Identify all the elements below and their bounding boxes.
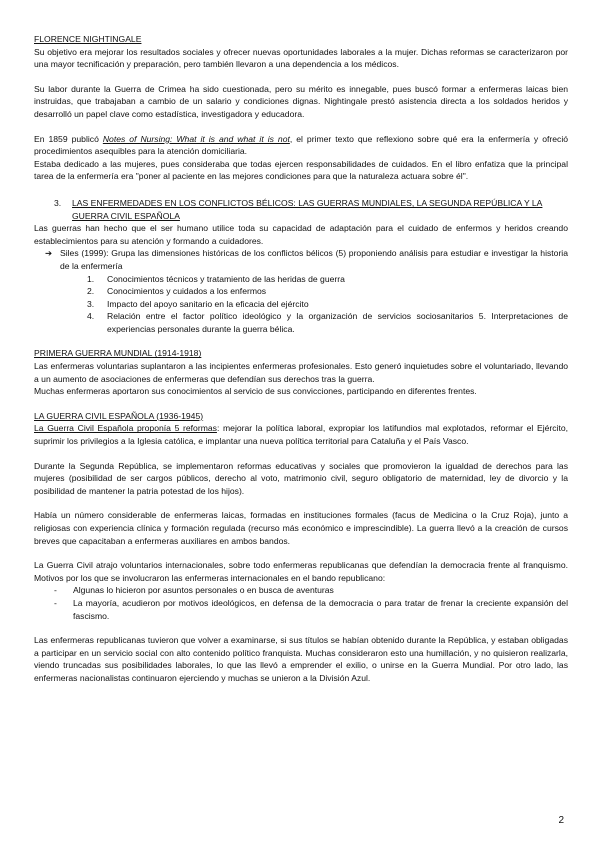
- list-item: 2. Conocimientos y cuidados a los enfermos: [87, 286, 267, 297]
- reforms-label: La Guerra Civil Española proponía 5 reformas: [34, 423, 217, 434]
- florence-paragraph-1: Su objetivo era mejorar los resultados sociales y ofrecer nuevas oportunidades laborales a la mujer. Dichas reformas se caracterizaron por una mayor tecnificación y preparación, pero también llevaron a una dependencia a los médicos.: [34, 46, 568, 70]
- civil-war-heading: LA GUERRA CIVIL ESPAÑOLA (1936-1945): [34, 410, 204, 421]
- florence-paragraph-2: Su labor durante la Guerra de Crimea ha sido cuestionada, pero su mérito es innegable, pues buscó formar a enfermeras laicas bien instruidas, que trabajaban a cambio de un salario y condiciones dignas. Nightingale prestó asistencia directa a los soldados heridos y desarrolló un papel clave como estadística, investigadora y educadora.: [34, 83, 568, 119]
- list-item: - La mayoría, acudieron por motivos ideológicos, en defensa de la democracia o para tratar de frenar la creciente expansión del fascismo.: [54, 597, 568, 621]
- section-3-heading: [54, 197, 568, 222]
- dimensions-list: [87, 273, 568, 336]
- civil-paragraph-1: [34, 422, 568, 447]
- list-item: 4. Relación entre el factor político ideológico y la organización de servicios sociosanitarios 5. Interpretaciones de experiencias personales durante la guerra bélica.: [87, 311, 568, 334]
- florence-paragraph-3: [34, 133, 568, 158]
- civil-paragraph-4: La Guerra Civil atrajo voluntarios internacionales, sobre todo enfermeras republicanas que defendían la democracia frente al franquismo. Motivos por los que se involucraron las enfermeras internacionales en el bando republicano:: [34, 560, 568, 583]
- reforms-text: : mejorar la política laboral, expropiar los latifundios mal explotados, reformar el Ejército, suprimir los privilegios a la Iglesia católica, e implantar una nueva política territorial para Cataluña y el País Vasco.: [34, 423, 568, 447]
- civil-paragraph-3: Había un número considerable de enfermeras laicas, formadas en instituciones formales (facus de Medicina o la Cruz Roja), junto a religiosas con experiencia clínica y formación regulada (recurso más económico e imprescindible). La guerra llevó a la creación de cursos breves que capacitaban a enfermeras auxiliares en ambos bandos.: [34, 510, 568, 546]
- list-item: 3. Impacto del apoyo sanitario en la eficacia del ejército: [87, 298, 309, 309]
- ww1-paragraph-2: Muchas enfermeras aportaron sus conocimientos al servicio de sus convicciones, participando en diferentes frentes.: [34, 386, 477, 397]
- siles-text: Siles (1999): Grupa las dimensiones históricas de los conflictos bélicos (5) proponiendo análisis para estudiar e investigar la historia de la enfermería: [60, 248, 568, 271]
- document-page: [34, 33, 568, 685]
- siles-item: [45, 247, 568, 272]
- section-title: LAS ENFERMEDADES EN LOS CONFLICTOS BÉLICOS: LAS GUERRAS MUNDIALES, LA SEGUNDA REPÚBLICA Y LA GUERRA CIVIL ESPAÑOLA: [72, 197, 543, 221]
- page-number: 2: [558, 815, 564, 826]
- civil-paragraph-5: Las enfermeras republicanas tuvieron que volver a examinarse, si sus títulos se habían obtenido durante la República, y estaban obligadas a participar en un servicio social con alto contenido político franquista. Muchas consideraron esto una humillación, y no quisieron realizarla, viendo truncadas sus posibilidades laborales, lo que las llevó a emprender el exilio, o unirse en la Guerra Mundial. Por otro lado, las enfermeras nacionalistas continuaron ejerciendo y muchas se unieron a la División Azul.: [34, 635, 568, 683]
- book-title: Notes of Nursing: What it is and what it is not: [102, 133, 290, 144]
- arrow-icon: ➔: [45, 248, 53, 259]
- ww1-paragraph-1: Las enfermeras voluntarias suplantaron a las incipientes enfermeras profesionales. Esto generó inquietudes sobre el voluntariado, llevando a un aumento de asociaciones de enfermeras que defendían sus derechos tras la guerra.: [34, 361, 568, 384]
- list-item: - Algunas lo hicieron por asuntos personales o en busca de aventuras: [54, 585, 334, 596]
- p3-after: , el primer texto que reflexiono sobre qué era la enfermería y ofreció procedimientos asequibles para la atención domiciliaria.: [34, 133, 569, 157]
- list-item: 1. Conocimientos técnicos y tratamiento de las heridas de guerra: [87, 273, 345, 284]
- civil-paragraph-2: Durante la Segunda República, se implementaron reformas educativas y sociales que promovieron la igualdad de derechos para las mujeres (posibilidad de ser cargos públicos, derecho al voto, matrimonio civil, seguro obligatorio de maternidad, ley de divorcio y la posibilidad de mantener la patria potestad de los hijos).: [34, 460, 568, 496]
- p3-before: En 1859 publicó: [34, 133, 103, 144]
- ww1-heading: PRIMERA GUERRA MUNDIAL (1914-1918): [34, 348, 202, 359]
- florence-heading: FLORENCE NIGHTINGALE: [34, 34, 142, 44]
- motives-list: [54, 584, 568, 622]
- florence-paragraph-4: Estaba dedicado a las mujeres, pues consideraba que todas ejercen responsabilidades de cuidados. En el libro enfatiza que la principal tarea de la enfermería era "poner al paciente en las mejores condiciones para que la naturaleza actuara sobre él".: [34, 158, 568, 182]
- section-number: 3.: [54, 197, 62, 208]
- section-3-intro: Las guerras han hecho que el ser humano utilice toda su capacidad de adaptación para el cuidado de enfermos y heridos creando establecimientos para su atención y formando a cuidadores.: [34, 223, 568, 246]
